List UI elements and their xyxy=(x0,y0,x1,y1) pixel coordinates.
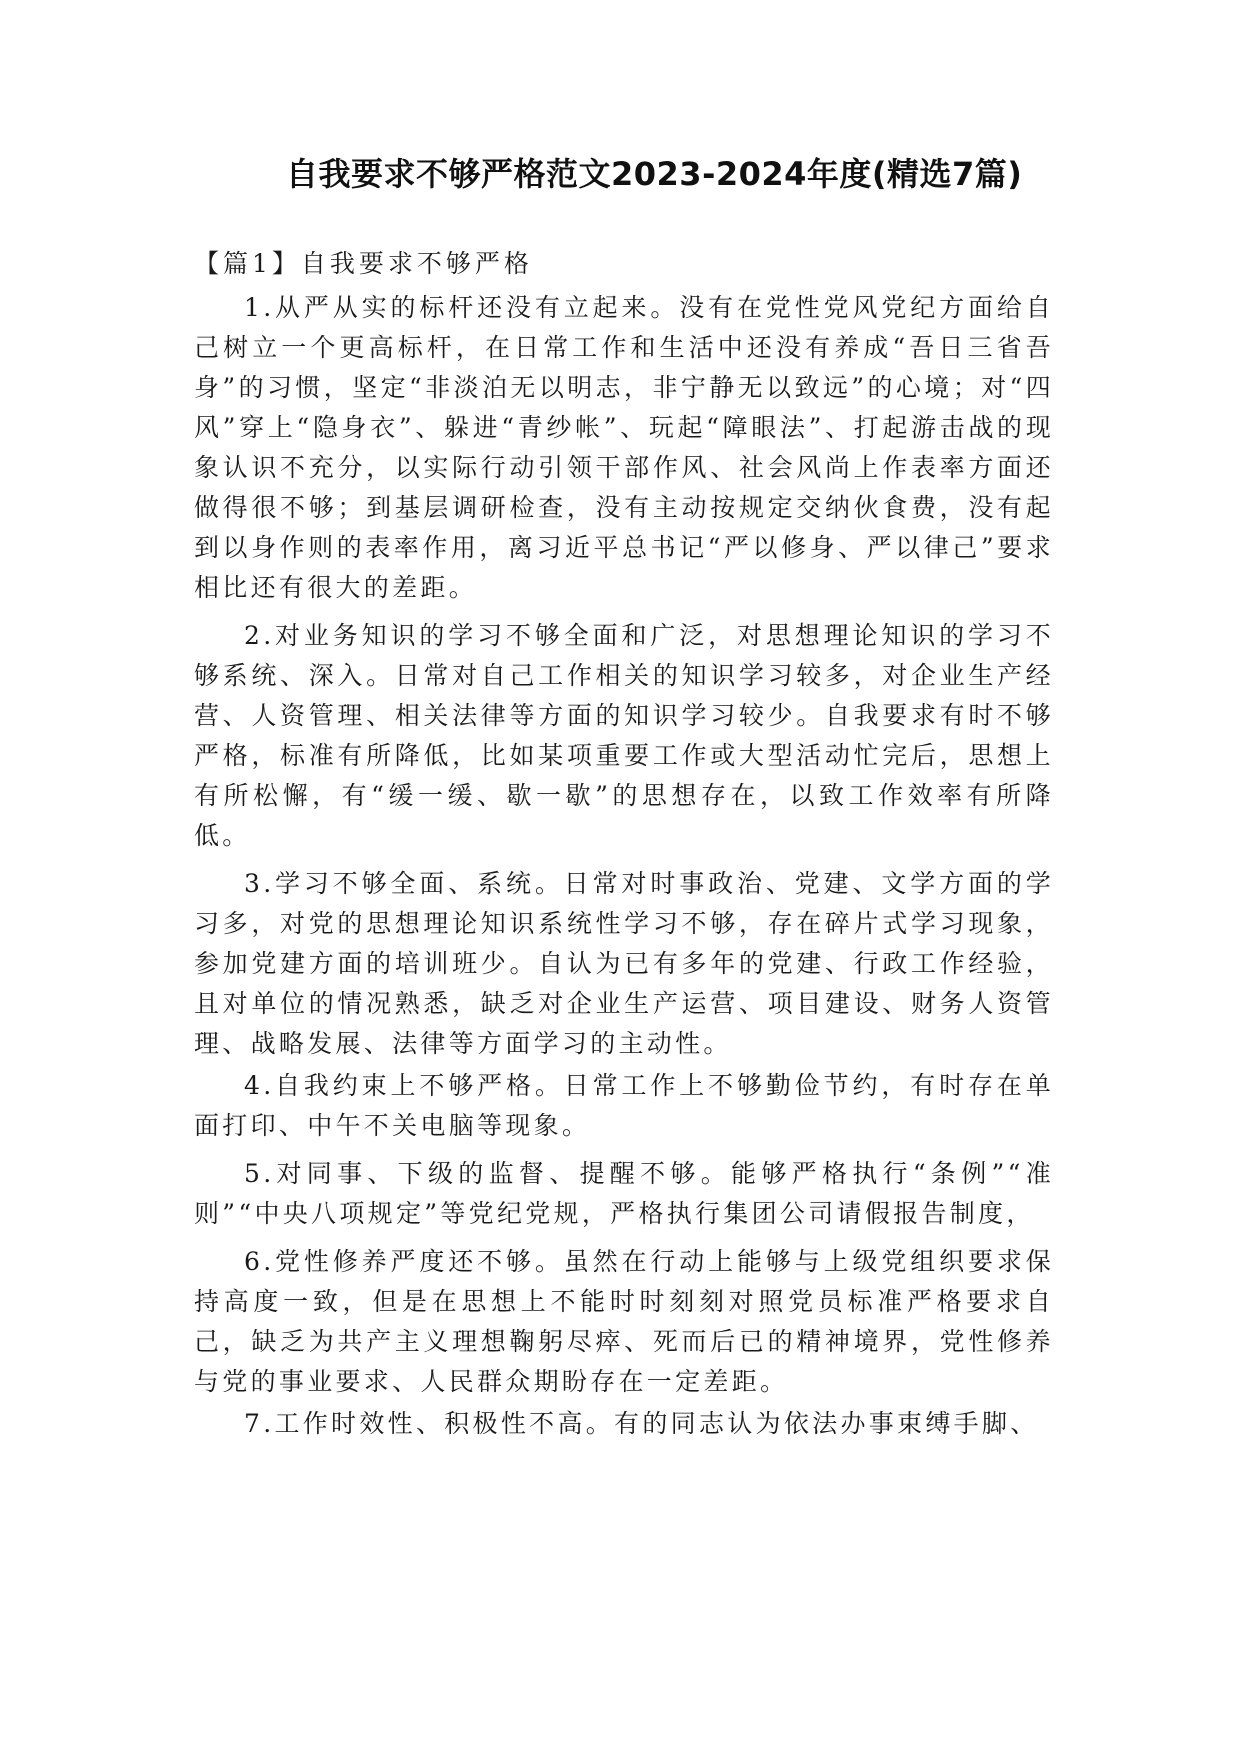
paragraph-7: 7.工作时效性、积极性不高。有的同志认为依法办事束缚手脚、 xyxy=(244,1409,1039,1438)
paragraph-3: 3.学习不够全面、系统。日常对时事政治、党建、文学方面的学习多，对党的思想理论知识系统性学习不够，存在碎片式学习现象，参加党建方面的培训班少。自认为已有多年的党建、行政工作经验，且对单位的情况熟悉，缺乏对企业生产运营、项目建设、财务人资管理、战略发展、法律等方面学习的主动性。 xyxy=(194,869,1054,1058)
paragraph-6: 6.党性修养严度还不够。虽然在行动上能够与上级党组织要求保持高度一致，但是在思想上不能时时刻刻对照党员标准严格要求自己，缺乏为共产主义理想鞠躬尽瘁、死而后已的精神境界，党性修养与党的事业要求、人民群众期盼存在一定差距。 xyxy=(194,1247,1054,1396)
section-heading: 【篇1】自我要求不够严格 xyxy=(194,249,533,278)
paragraph-4: 4.自我约束上不够严格。日常工作上不够勤俭节约，有时存在单面打印、中午不关电脑等现象。 xyxy=(194,1071,1054,1140)
paragraph-5: 5.对同事、下级的监督、提醒不够。能够严格执行“条例”“准则”“中央八项规定”等党纪党规，严格执行集团公司请假报告制度， xyxy=(194,1159,1054,1228)
document-title: 自我要求不够严格范文2023-2024年度(精选7篇) xyxy=(286,155,1023,193)
document-body xyxy=(194,288,1054,1452)
paragraph-1: 1.从严从实的标杆还没有立起来。没有在党性党风党纪方面给自己树立一个更高标杆，在日常工作和生活中还没有养成“吾日三省吾身”的习惯，坚定“非淡泊无以明志，非宁静无以致远”的心境；对“四风”穿上“隐身衣”、躲进“青纱帐”、玩起“障眼法”、打起游击战的现象认识不充分，以实际行动引领干部作风、社会风尚上作表率方面还做得很不够；到基层调研检查，没有主动按规定交纳伙食费，没有起到以身作则的表率作用，离习近平总书记“严以修身、严以律己”要求相比还有很大的差距。 xyxy=(194,293,1054,602)
paragraph-2: 2.对业务知识的学习不够全面和广泛，对思想理论知识的学习不够系统、深入。日常对自己工作相关的知识学习较多，对企业生产经营、人资管理、相关法律等方面的知识学习较少。自我要求有时不够严格，标准有所降低，比如某项重要工作或大型活动忙完后，思想上有所松懈，有“缓一缓、歇一歇”的思想存在，以致工作效率有所降低。 xyxy=(194,621,1054,850)
